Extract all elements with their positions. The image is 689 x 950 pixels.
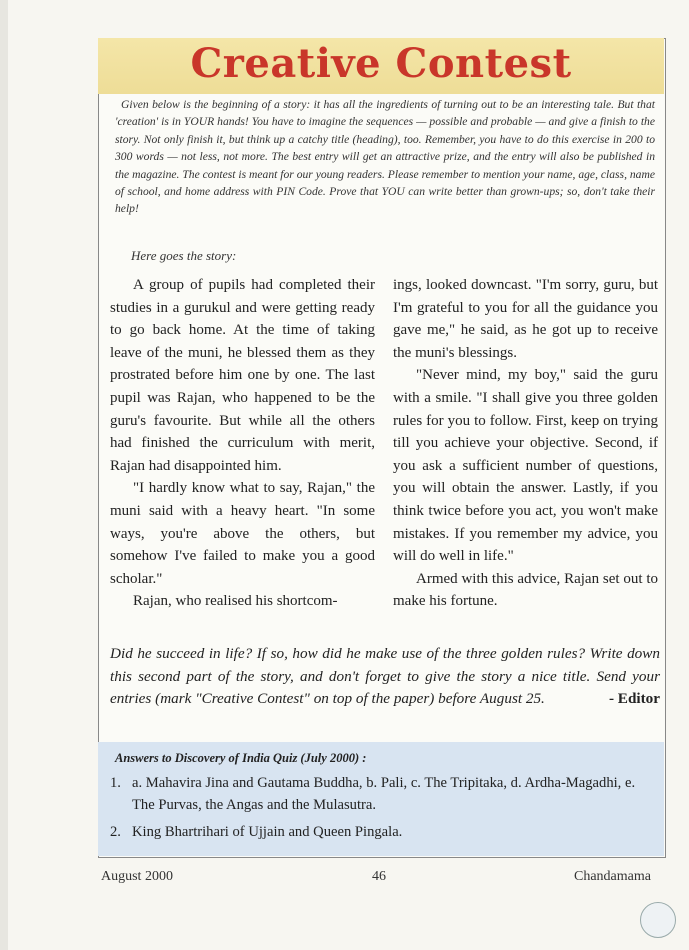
closing-text: Did he succeed in life? If so, how did he make use of the three golden rules? Write down this second part of the story, and don't forget to give the story a nice title. Send your entries (mark "Creative Contest" on top of the paper) before August 25.: [110, 645, 660, 708]
story-paragraph: Rajan, who realised his shortcom-: [133, 593, 338, 610]
answers-heading: Answers to Discovery of India Quiz (July 2000) :: [115, 751, 367, 765]
answer-item: [110, 821, 655, 843]
story-paragraph: "I hardly know what to say, Rajan," the muni said with a heavy heart. "In some ways, you're above the others, but somehow I've failed to make you a good scholar.": [110, 480, 375, 587]
page-edge: [0, 0, 8, 950]
intro-text: Given below is the beginning of a story: it has all the ingredients of turning out to be an interesting tale. But that 'creation' is in YOUR hands! You have to imagine the sequences — possible and probable — and give a finish to the story. Not only finish it, but think up a catchy title (heading), too. Remember, you have to do this exercise in 200 to 300 words — not less, not more. The best entry will get an attractive prize, and the entry will also be published in the magazine. The contest is meant for our young readers. Please remember to mention your name, age, class, name of school, and home address with PIN Code. Prove that YOU can write better than grown-ups; so, don't take their help!: [115, 98, 655, 216]
page-title: Creative Contest: [190, 40, 572, 87]
story-column-right: [393, 274, 658, 613]
answer-number: 1.: [110, 775, 121, 791]
answer-text: King Bhartrihari of Ujjain and Queen Pingala.: [132, 824, 403, 840]
contest-intro: [115, 96, 655, 218]
publisher-logo-icon: [640, 902, 676, 938]
story-paragraph: ings, looked downcast. "I'm sorry, guru, but I'm grateful to you for all the guidance you gave me," he said, as he got up to receive the muni's blessings.: [393, 277, 658, 361]
story-paragraph: A group of pupils had completed their studies in a gurukul and were getting ready to go back home. At the time of taking leave of the muni, he blessed them as they prostrated before him one by one. The last pupil was Rajan, who happened to be the guru's favourite. But while all the others had finished the curriculum with merit, Rajan had disappointed him.: [110, 277, 375, 474]
footer-date: August 2000: [101, 869, 173, 884]
editor-signature: - Editor: [608, 690, 660, 708]
here-goes-label: Here goes the story:: [131, 248, 237, 263]
closing-prompt: [110, 643, 660, 711]
story-column-left: [110, 274, 375, 613]
footer-magazine-name: Chandamama: [574, 869, 651, 884]
answer-item: [110, 772, 655, 816]
answer-number: 2.: [110, 824, 121, 840]
answer-text: a. Mahavira Jina and Gautama Buddha, b. Pali, c. The Tripitaka, d. Ardha-Magadhi, e. The Purvas, the Angas and the Mulasutra.: [132, 775, 636, 813]
answers-list: [110, 772, 655, 843]
footer-page-number: 46: [372, 869, 386, 884]
story-paragraph: Armed with this advice, Rajan set out to make his fortune.: [393, 570, 658, 610]
story-paragraph: "Never mind, my boy," said the guru with a smile. "I shall give you three golden rules for you to follow. First, keep on trying till you achieve your objective. Second, if you ask a sufficient number of questions, you will obtain the answer. Lastly, if you think twice before you act, you won't make mistakes. If you remember my advice, you will do well in life.": [393, 367, 658, 565]
